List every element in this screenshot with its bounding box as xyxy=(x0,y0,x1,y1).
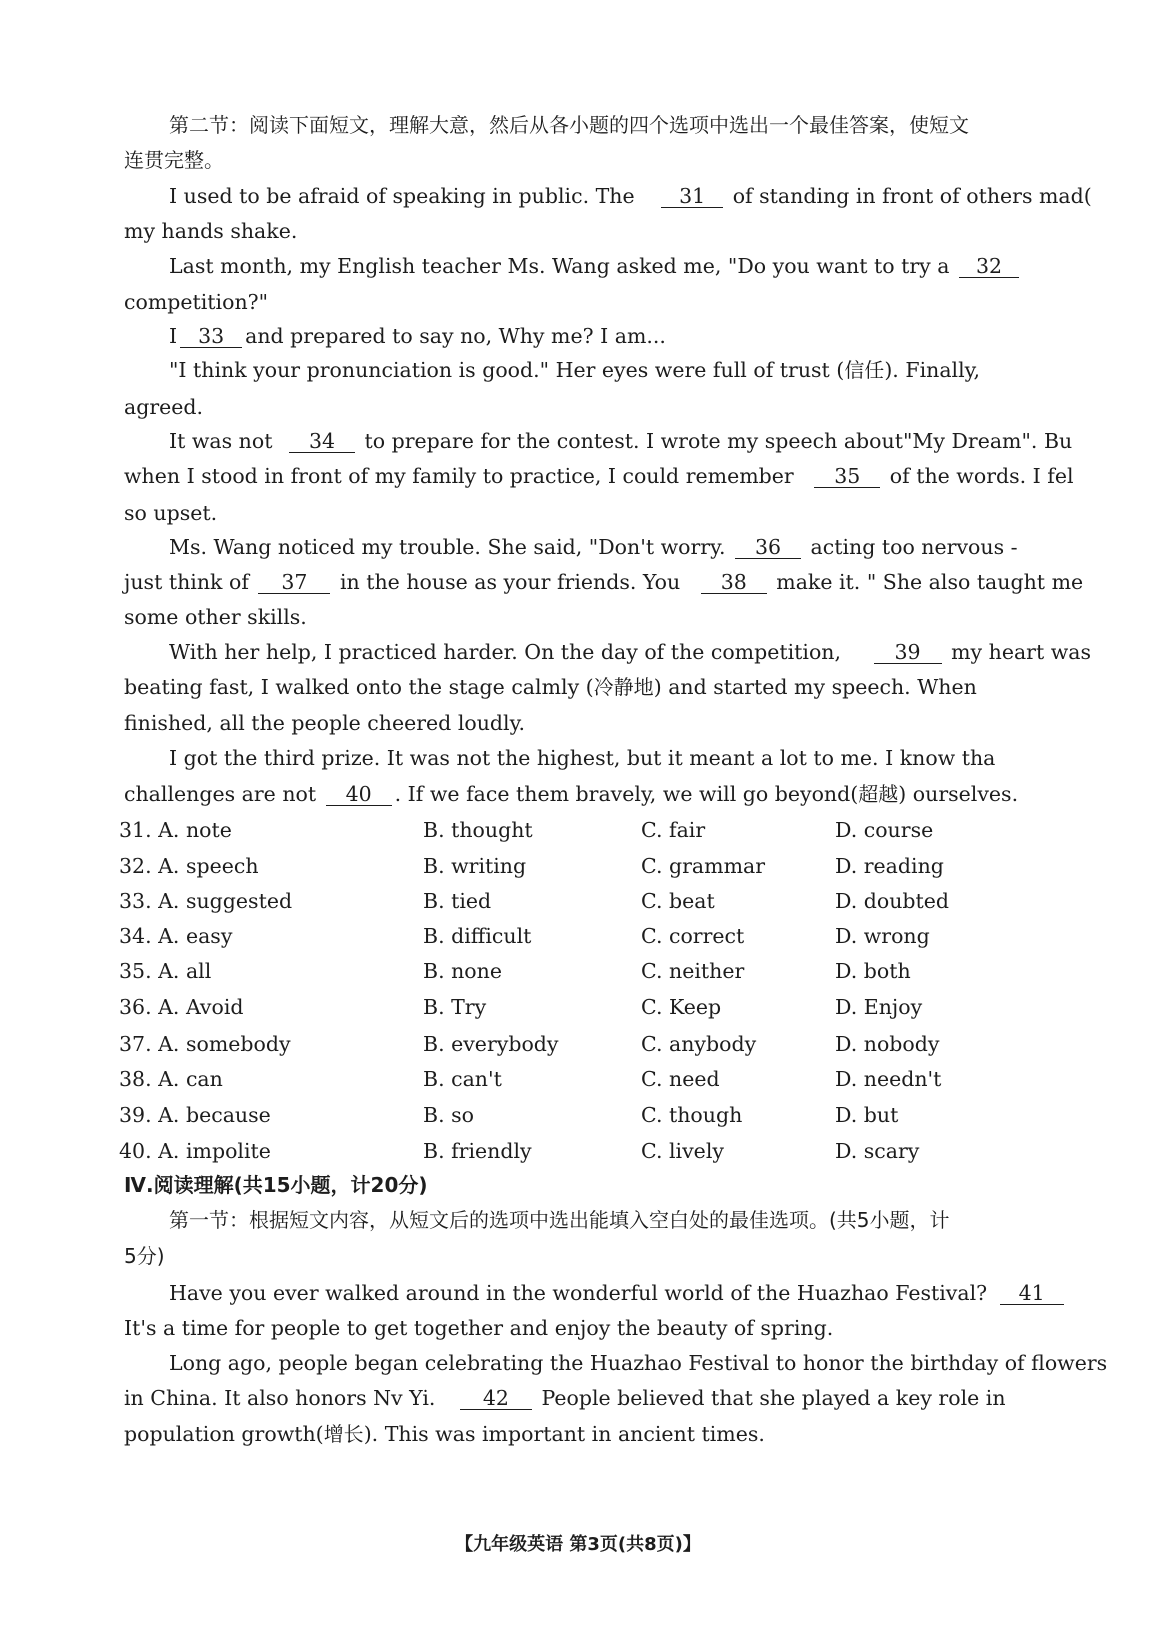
paragraph-5-cont xyxy=(124,461,1084,491)
text: "I think your pronunciation is good." Her eyes were full of trust ( xyxy=(169,358,845,382)
paragraph-8-cont xyxy=(124,779,1084,809)
page-footer: 【九年级英语 第3页(共8页)】 xyxy=(455,1534,701,1555)
paragraph-1-cont: my hands shake. xyxy=(124,219,298,243)
option-33-c: C. beat xyxy=(641,889,715,913)
option-37-d: D. nobody xyxy=(835,1032,940,1056)
blank-31: 31 xyxy=(661,185,723,208)
section4-heading: Ⅳ.阅读理解(共15小题，计20分) xyxy=(124,1173,428,1197)
option-34-a: 34. A. easy xyxy=(119,924,233,948)
option-35-a: 35. A. all xyxy=(119,959,212,983)
section2-instruction-cont: 连贯完整。 xyxy=(124,148,224,172)
paragraph-8: I got the third prize. It was not the highest, but it meant a lot to me. I know tha xyxy=(169,746,996,770)
chinese-gloss: 增长 xyxy=(323,1422,364,1446)
option-40-d: D. scary xyxy=(835,1139,920,1163)
paragraph-7 xyxy=(169,637,1129,667)
blank-35: 35 xyxy=(814,465,880,488)
paragraph-1 xyxy=(169,181,1129,211)
paragraph-3 xyxy=(169,321,1129,351)
chinese-gloss: 超越 xyxy=(858,782,899,806)
paragraph-5-end: so upset. xyxy=(124,501,218,525)
option-32-d: D. reading xyxy=(835,854,944,878)
option-39-c: C. though xyxy=(641,1103,743,1127)
option-31-b: B. thought xyxy=(423,818,533,842)
text: make it. " She also taught me xyxy=(776,570,1084,594)
text: Ms. Wang noticed my trouble. She said, "Don't worry. xyxy=(169,535,726,559)
option-35-b: B. none xyxy=(423,959,502,983)
option-32-c: C. grammar xyxy=(641,854,766,878)
option-34-d: D. wrong xyxy=(835,924,930,948)
chinese-gloss: 信任 xyxy=(844,358,885,382)
option-34-b: B. difficult xyxy=(423,924,532,948)
option-36-b: B. Try xyxy=(423,995,487,1019)
blank-34: 34 xyxy=(289,430,355,453)
text: challenges are not xyxy=(124,782,317,806)
option-36-a: 36. A. Avoid xyxy=(119,995,244,1019)
option-36-c: C. Keep xyxy=(641,995,722,1019)
blank-41: 41 xyxy=(1000,1282,1064,1305)
text: It was not xyxy=(169,429,273,453)
text: acting too nervous - xyxy=(810,535,1018,559)
text: ) and started my speech. When xyxy=(653,675,977,699)
paragraph-2-cont: competition?" xyxy=(124,290,269,314)
section2-instruction: 第二节：阅读下面短文，理解大意，然后从各小题的四个选项中选出一个最佳答案，使短文 xyxy=(169,113,969,137)
paragraph-6-end: some other skills. xyxy=(124,605,307,629)
text: my heart was xyxy=(951,640,1092,664)
option-40-b: B. friendly xyxy=(423,1139,532,1163)
paragraph-7-cont xyxy=(124,672,1084,702)
paragraph-7-end: finished, all the people cheered loudly. xyxy=(124,711,525,735)
blank-42: 42 xyxy=(460,1387,532,1410)
passage2-paragraph-1-cont: It's a time for people to get together and enjoy the beauty of spring. xyxy=(124,1316,834,1340)
text: in the house as your friends. You xyxy=(339,570,681,594)
option-35-d: D. both xyxy=(835,959,911,983)
option-40-c: C. lively xyxy=(641,1139,724,1163)
option-38-c: C. need xyxy=(641,1067,720,1091)
option-38-b: B. can't xyxy=(423,1067,502,1091)
passage2-paragraph-2: Long ago, people began celebrating the Huazhao Festival to honor the birthday of flowers xyxy=(169,1351,1108,1375)
option-39-b: B. so xyxy=(423,1103,474,1127)
option-36-d: D. Enjoy xyxy=(835,995,923,1019)
paragraph-6 xyxy=(169,532,1129,562)
text: to prepare for the contest. I wrote my speech about"My Dream". Bu xyxy=(364,429,1073,453)
blank-32: 32 xyxy=(959,255,1019,278)
option-32-a: 32. A. speech xyxy=(119,854,259,878)
option-34-c: C. correct xyxy=(641,924,745,948)
blank-37: 37 xyxy=(258,571,330,594)
option-39-a: 39. A. because xyxy=(119,1103,271,1127)
option-31-d: D. course xyxy=(835,818,934,842)
option-32-b: B. writing xyxy=(423,854,527,878)
text: I used to be afraid of speaking in public. The xyxy=(169,184,635,208)
option-33-b: B. tied xyxy=(423,889,492,913)
text: ) ourselves. xyxy=(898,782,1019,806)
text: ). This was important in ancient times. xyxy=(363,1422,765,1446)
text: of the words. I fel xyxy=(889,464,1074,488)
blank-39: 39 xyxy=(874,641,942,664)
text: Have you ever walked around in the wonderful world of the Huazhao Festival? xyxy=(169,1281,988,1305)
paragraph-2 xyxy=(169,251,1129,281)
option-31-c: C. fair xyxy=(641,818,706,842)
option-37-b: B. everybody xyxy=(423,1032,559,1056)
text: just think of xyxy=(124,570,249,594)
text: With her help, I practiced harder. On the day of the competition, xyxy=(169,640,842,664)
text: Last month, my English teacher Ms. Wang asked me, "Do you want to try a xyxy=(169,254,950,278)
option-39-d: D. but xyxy=(835,1103,899,1127)
text: and prepared to say no, Why me? I am... xyxy=(245,324,666,348)
option-33-d: D. doubted xyxy=(835,889,950,913)
text: beating fast, I walked onto the stage calmly ( xyxy=(124,675,594,699)
blank-36: 36 xyxy=(735,536,801,559)
paragraph-4-cont: agreed. xyxy=(124,395,204,419)
text: population growth( xyxy=(124,1422,324,1446)
section4-instruction: 第一节：根据短文内容，从短文后的选项中选出能填入空白处的最佳选项。(共5小题，计 xyxy=(169,1208,950,1232)
paragraph-5 xyxy=(169,426,1129,456)
text: ). Finally, xyxy=(884,358,981,382)
text: of standing in front of others mad( xyxy=(732,184,1092,208)
option-35-c: C. neither xyxy=(641,959,745,983)
text: People believed that she played a key role in xyxy=(541,1386,1006,1410)
paragraph-4 xyxy=(169,355,1129,385)
section4-instruction-cont: 5分) xyxy=(124,1244,165,1268)
text: . If we face them bravely, we will go beyond( xyxy=(394,782,859,806)
option-37-a: 37. A. somebody xyxy=(119,1032,291,1056)
option-38-d: D. needn't xyxy=(835,1067,942,1091)
blank-40: 40 xyxy=(326,783,392,806)
paragraph-6-cont xyxy=(124,567,1084,597)
text: when I stood in front of my family to practice, I could remember xyxy=(124,464,794,488)
blank-33: 33 xyxy=(180,325,242,348)
option-40-a: 40. A. impolite xyxy=(119,1139,271,1163)
option-37-c: C. anybody xyxy=(641,1032,757,1056)
text: in China. It also honors Nv Yi. xyxy=(124,1386,436,1410)
passage2-paragraph-2-end xyxy=(124,1419,1084,1449)
blank-38: 38 xyxy=(701,571,767,594)
option-33-a: 33. A. suggested xyxy=(119,889,293,913)
option-38-a: 38. A. can xyxy=(119,1067,223,1091)
text: I xyxy=(169,324,178,348)
chinese-gloss: 冷静地 xyxy=(593,675,654,699)
passage2-paragraph-2-cont xyxy=(124,1383,1084,1413)
option-31-a: 31. A. note xyxy=(119,818,232,842)
passage2-paragraph-1 xyxy=(169,1278,1129,1308)
